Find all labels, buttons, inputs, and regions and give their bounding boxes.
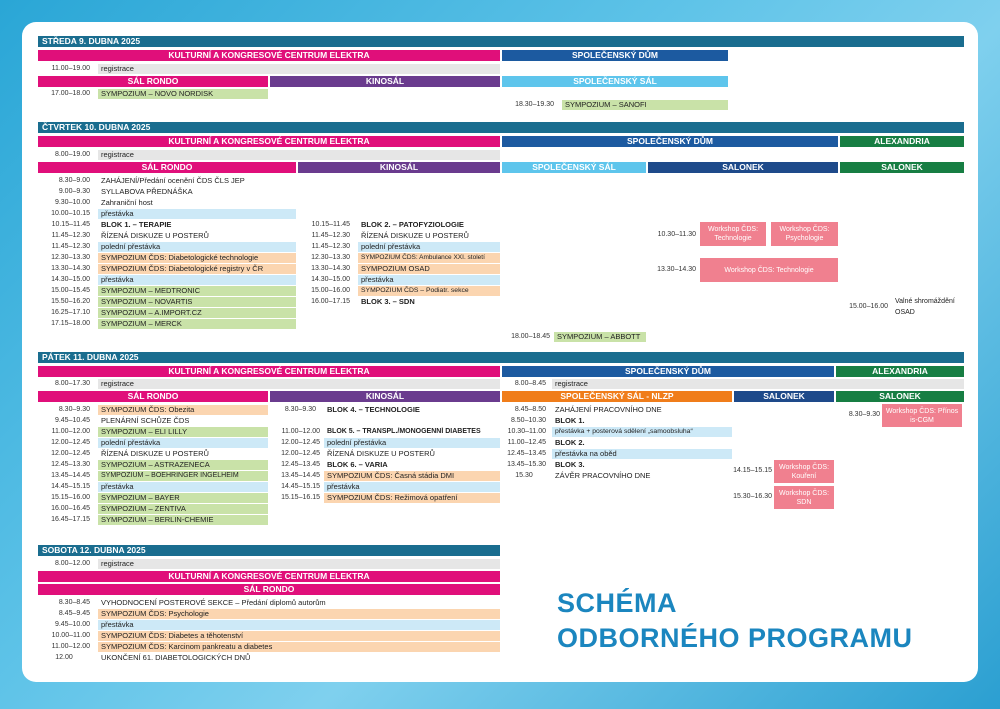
venue-rondo: SÁL RONDO [38,391,268,402]
event-time: 11.00–12.45 [507,439,546,446]
event-time: 12.00–12.45 [281,450,320,457]
event-block: BLOK 5. – TRANSPL./MONOGENNÍ DIABETES [327,428,481,435]
event-sponsor: SYMPOZIUM – ZENTIVA [98,504,268,514]
event-time: 18.30–19.30 [515,101,554,108]
event-time: 8.30–9.30 [284,406,316,413]
venue-spolecensky-dum: SPOLEČENSKÝ DŮM [502,366,834,377]
event-time: 16.00–16.45 [51,505,90,512]
registration: registrace [98,379,500,389]
event-block: BLOK 3. – SDN [361,297,415,306]
event-sponsor: SYMPOZIUM – BOEHRINGER INGELHEIM [98,471,268,481]
venue-kkce: KULTURNÍ A KONGRESOVÉ CENTRUM ELEKTRA [38,136,500,147]
event-time: 8.50–10.30 [510,417,546,424]
event: ŘÍZENÁ DISKUZE U POSTERŮ [327,449,435,458]
event-time: 15.15–16.15 [281,494,320,501]
event-time: 8.30–8.45 [58,599,90,606]
event-time: 15.15–16.00 [51,494,90,501]
event: ŘÍZENÁ DISKUZE U POSTERŮ [361,231,469,240]
event-time: 13.45–14.45 [51,472,90,479]
workshop-psychologie: Workshop ČDS: Psychologie [771,222,838,246]
venue-rondo: SÁL RONDO [38,162,296,173]
event-time: 8.45–8.50 [514,406,546,413]
event-block: BLOK 2. [555,438,585,447]
event: VYHODNOCENÍ POSTEROVÉ SEKCE – Předání diplomů autorům [101,598,326,607]
event-break: polední přestávka [98,438,268,448]
event-abbott: SYMPOZIUM – ABBOTT [554,332,646,342]
venue-spolecensky-sal: SPOLEČENSKÝ SÁL [502,76,728,87]
event-symposium: SYMPOZIUM ČDS: Časná stádia DMI [324,471,500,481]
event-novo-nordisk: SYMPOZIUM – NOVO NORDISK [98,89,268,99]
event-symposium: SYMPOZIUM OSAD [358,264,500,274]
event-time: 17.15–18.00 [51,320,90,327]
event-block: BLOK 4. – TECHNOLOGIE [327,405,420,414]
event-symposium: SYMPOZIUM ČDS: Ambulance XXI. století [358,253,500,263]
event-time: 14.15–15.15 [733,467,772,474]
event-symposium: SYMPOZIUM ČDS: Diabetologické technologie [98,253,296,263]
event-break: přestávka [98,482,268,492]
event-break: polední přestávka [98,242,296,252]
event-time: 12.45–13.45 [507,450,546,457]
event-time: 15.30–16.30 [733,493,772,500]
event-time: 13.30–14.30 [311,265,350,272]
event-break: přestávka [98,275,296,285]
venue-rondo: SÁL RONDO [38,76,268,87]
venue-salonek-alexandria: SALONEK [840,162,964,173]
event-sponsor: SYMPOZIUM – NOVARTIS [98,297,296,307]
event-time: 13.30–14.30 [51,265,90,272]
event-symposium: SYMPOZIUM ČDS: Režimová opatření [324,493,500,503]
venue-kinosal: KINOSÁL [298,162,500,173]
event-break: přestávka na oběd [552,449,732,459]
venue-kkce: KULTURNÍ A KONGRESOVÉ CENTRUM ELEKTRA [38,50,500,61]
event-time: 10.00–11.00 [51,632,90,639]
event-time: 15.00–15.45 [51,287,90,294]
event-time: 14.45–15.15 [51,483,90,490]
registration: registrace [98,64,500,74]
event-time: 11.00–12.00 [51,643,90,650]
event-time: 8.30–9.30 [58,406,90,413]
event-sponsor: SYMPOZIUM – MERCK [98,319,296,329]
venue-kkce: KULTURNÍ A KONGRESOVÉ CENTRUM ELEKTRA [38,366,500,377]
program-title-line2: ODBORNÉHO PROGRAMU [557,623,913,653]
event-time: 15.00–16.00 [849,303,888,310]
event-break: polední přestávka [358,242,500,252]
event-time: 14.30–15.00 [51,276,90,283]
workshop-technologie-2: Workshop ČDS: Technologie [700,258,838,282]
event-time: 17.00–18.00 [51,90,90,97]
event-symposium: SYMPOZIUM ČDS: Obezita [98,405,268,415]
event-time: 14.30–15.00 [311,276,350,283]
event-time: 9.00–9.30 [58,188,90,195]
event: ŘÍZENÁ DISKUZE U POSTERŮ [101,231,209,240]
reg-time: 8.00–12.00 [54,560,90,567]
event-time: 11.00–12.00 [281,428,320,435]
event-time: 9.45–10.45 [54,417,90,424]
event-block: BLOK 3. [555,460,585,469]
event-sponsor: SYMPOZIUM – A.IMPORT.CZ [98,308,296,318]
event: ŘÍZENÁ DISKUZE U POSTERŮ [101,449,209,458]
registration: registrace [552,379,964,389]
event-time: 12.30–13.30 [51,254,90,261]
event: ZAHÁJENÍ PRACOVNÍHO DNE [555,405,662,414]
event-symposium: SYMPOZIUM ČDS: Diabetologické registry v ČR [98,264,296,274]
registration: registrace [98,559,500,569]
event-time: 12.45–13.30 [51,461,90,468]
event-time: 12.00–12.45 [51,439,90,446]
venue-kinosal: KINOSÁL [270,391,500,402]
event-symposium: SYMPOZIUM ČDS: Psychologie [98,609,500,619]
workshop-technologie: Workshop ČDS: Technologie [700,222,766,246]
venue-kinosal: KINOSÁL [270,76,500,87]
event-sponsor: SYMPOZIUM – ELI LILLY [98,427,268,437]
event-symposium: SYMPOZIUM ČDS – Podiatr. sekce [358,286,500,296]
event-symposium: SYMPOZIUM ČDS: Diabetes a těhotenství [98,631,500,641]
event-block: BLOK 1. [555,416,585,425]
venue-spolecensky-dum: SPOLEČENSKÝ DŮM [502,136,838,147]
venue-spolecensky-dum: SPOLEČENSKÝ DŮM [502,50,728,61]
event-time: 10.15–11.45 [311,221,350,228]
event-time: 12.00–12.45 [51,450,90,457]
reg-time: 8.00–17.30 [54,380,90,387]
event-sanofi: SYMPOZIUM – SANOFI [562,100,728,110]
event-break: přestávka + posterová sdělení „samoobsluha“ [552,427,732,437]
registration: registrace [98,150,500,160]
event: PLENÁRNÍ SCHŮZE ČDS [101,416,190,425]
venue-alexandria: ALEXANDRIA [840,136,964,147]
event-time: 13.45–15.30 [507,461,546,468]
event-sponsor: SYMPOZIUM – ASTRAZENECA [98,460,268,470]
venue-kkce: KULTURNÍ A KONGRESOVÉ CENTRUM ELEKTRA [38,571,500,582]
event-time: 8.30–9.30 [848,411,880,418]
event-time: 16.25–17.10 [51,309,90,316]
venue-alexandria: ALEXANDRIA [836,366,964,377]
event-sponsor: SYMPOZIUM – BERLIN-CHEMIE [98,515,268,525]
event-time: 12.45–13.45 [281,461,320,468]
event-time: 13.30–14.30 [657,266,696,273]
event-time: 8.30–9.00 [58,177,90,184]
venue-salonek: SALONEK [648,162,838,173]
event: ZAHÁJENÍ/Předání ocenění ČDS ČLS JEP [101,176,245,185]
program-title-line1: SCHÉMA [557,588,678,618]
event-break: polední přestávka [324,438,500,448]
event-block: BLOK 6. – VARIA [327,460,388,469]
event-sponsor: SYMPOZIUM – MEDTRONIC [98,286,296,296]
event-break: přestávka [98,209,296,219]
event-break: přestávka [324,482,500,492]
workshop-cgm: Workshop ČDS: Přínos is-CGM [882,404,962,427]
event-time: 13.45–14.45 [281,472,320,479]
event-time: 18.00–18.45 [511,333,550,340]
venue-salonek: SALONEK [734,391,834,402]
event: ZÁVĚR PRACOVNÍHO DNE [555,471,651,480]
event-time: 11.45–12.30 [51,243,90,250]
event-block: BLOK 1. – TERAPIE [101,220,172,229]
event-symposium: SYMPOZIUM ČDS: Karcinom pankreatu a diabetes [98,642,500,652]
event-time: 9.45–10.00 [54,621,90,628]
event-time: 11.00–12.00 [51,428,90,435]
workshop-koureni: Workshop ČDS: Kouření [774,460,834,483]
event-time: 10.15–11.45 [51,221,90,228]
workshop-sdn: Workshop ČDS: SDN [774,486,834,509]
event-osad: Valné shromáždění OSAD [895,298,955,316]
event-time: 10.30–11.00 [507,428,546,435]
event-time: 16.45–17.15 [51,516,90,523]
event: Zahraniční host [101,198,153,207]
event-sponsor: SYMPOZIUM – BAYER [98,493,268,503]
event-break: přestávka [358,275,500,285]
event-time: 9.30–10.00 [54,199,90,206]
event-break: přestávka [98,620,500,630]
event-time: 11.45–12.30 [51,232,90,239]
event-time: 11.45–12.30 [311,232,350,239]
event: SYLLABOVA PŘEDNÁŠKA [101,187,193,196]
event-time: 15.30 [515,472,533,479]
venue-spolecensky-sal: SPOLEČENSKÝ SÁL [502,162,646,173]
venue-rondo: SÁL RONDO [38,584,500,595]
event-time: 12.00–12.45 [281,439,320,446]
event-time: 12.30–13.30 [311,254,350,261]
day-header-thursday: ČTVRTEK 10. DUBNA 2025 [38,122,964,133]
event-time: 15.00–16.00 [311,287,350,294]
event-time: 16.00–17.15 [311,298,350,305]
reg-time: 8.00–8.45 [514,380,546,387]
reg-time: 8.00–19.00 [54,151,90,158]
event-time: 11.45–12.30 [311,243,350,250]
event-time: 15.50–16.20 [51,298,90,305]
program-panel [22,22,978,682]
event: UKONČENÍ 61. DIABETOLOGICKÝCH DNŮ [101,653,251,662]
event-time: 10.30–11.30 [657,231,696,238]
event-block: BLOK 2. – PATOFYZIOLOGIE [361,220,464,229]
venue-spolecensky-sal-nlzp: SPOLEČENSKÝ SÁL - NLZP [502,391,732,402]
event-time: 8.45–9.45 [58,610,90,617]
day-header-wednesday: STŘEDA 9. DUBNA 2025 [38,36,964,47]
venue-salonek-alexandria: SALONEK [836,391,964,402]
reg-time: 11.00–19.00 [51,65,90,72]
day-header-saturday: SOBOTA 12. DUBNA 2025 [38,545,500,556]
event-time: 14.45–15.15 [281,483,320,490]
event-time: 12.00 [55,654,73,661]
event-time: 10.00–10.15 [51,210,90,217]
day-header-friday: PÁTEK 11. DUBNA 2025 [38,352,964,363]
